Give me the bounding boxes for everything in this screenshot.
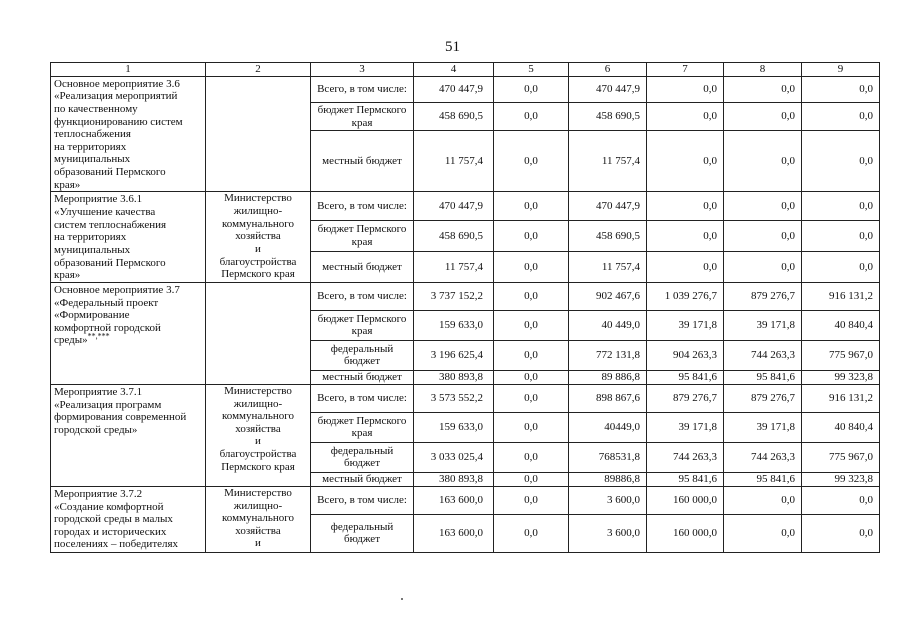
activity-name-line: «Федеральный проект [54,296,159,309]
executor-line: коммунального [222,217,294,230]
amount-cell: 458 690,5 [569,103,647,131]
funding-source-cell: местный бюджет [311,472,414,486]
funding-source-cell: федеральный бюджет [311,340,414,370]
table-row [51,282,880,310]
amount-cell: 0,0 [494,251,569,282]
amount-cell: 879 276,7 [647,384,724,412]
activity-name-line: теплоснабжения [54,128,131,141]
executor-line: и [255,537,261,550]
amount-cell: 0,0 [494,221,569,252]
activity-name-line: формирования современной [54,411,187,424]
funding-source-cell: бюджет Пермского края [311,221,414,252]
executor-line: благоустройства [219,255,297,268]
executor-line: благоустройства [219,448,297,461]
amount-cell: 3 600,0 [569,486,647,514]
amount-cell: 3 033 025,4 [414,442,494,472]
activity-name-line: на территориях [54,231,127,244]
amount-cell: 99 323,8 [802,370,880,384]
budget-table [50,62,880,553]
funding-source-cell: федеральный бюджет [311,514,414,552]
amount-cell: 0,0 [724,103,802,131]
amount-cell: 0,0 [494,76,569,102]
activity-name-cell [51,76,206,192]
executor-cell [206,192,311,282]
column-number: 2 [206,63,311,77]
funding-source-cell: Всего, в том числе: [311,282,414,310]
table-row [51,486,880,514]
column-number: 3 [311,63,414,77]
activity-name-line: Основное мероприятие 3.7 [54,283,180,296]
amount-cell: 160 000,0 [647,514,724,552]
amount-cell: 95 841,6 [647,370,724,384]
executor-line: коммунального [222,410,294,423]
amount-cell: 458 690,5 [569,221,647,252]
amount-cell: 39 171,8 [724,310,802,340]
funding-source-cell: местный бюджет [311,251,414,282]
activity-name-line: Мероприятие 3.7.1 [54,385,143,398]
activity-name-cell [51,192,206,282]
activity-name-line: края» [54,269,81,282]
executor-line: жилищно- [233,205,283,218]
amount-cell: 0,0 [494,412,569,442]
executor-line: Пермского края [221,460,295,473]
activity-name-line: образований Пермского [54,256,166,269]
amount-cell: 902 467,6 [569,282,647,310]
amount-cell: 159 633,0 [414,412,494,442]
column-number: 1 [51,63,206,77]
amount-cell: 0,0 [647,192,724,221]
amount-cell: 380 893,8 [414,472,494,486]
executor-line: хозяйства [235,230,281,243]
amount-cell: 1 039 276,7 [647,282,724,310]
amount-cell: 0,0 [802,514,880,552]
activity-name-line: городской среды» [54,423,138,436]
amount-cell: 40 840,4 [802,412,880,442]
funding-source-cell: Всего, в том числе: [311,486,414,514]
amount-cell: 898 867,6 [569,384,647,412]
amount-cell: 904 263,3 [647,340,724,370]
funding-source-cell: местный бюджет [311,370,414,384]
executor-cell [206,76,311,192]
activity-name-line: «Улучшение качества [54,206,156,219]
amount-cell: 772 131,8 [569,340,647,370]
executor-line: жилищно- [233,499,283,512]
amount-cell: 0,0 [494,310,569,340]
executor-cell [206,486,311,552]
amount-cell: 0,0 [494,384,569,412]
activity-name-line: муниципальных [54,153,131,166]
amount-cell: 0,0 [724,192,802,221]
activity-name-line: края» [54,178,81,191]
column-number: 6 [569,63,647,77]
amount-cell: 0,0 [647,103,724,131]
amount-cell: 0,0 [647,131,724,192]
amount-cell: 0,0 [802,131,880,192]
amount-cell: 3 600,0 [569,514,647,552]
activity-name-line: «Реализация мероприятий [54,90,178,103]
amount-cell: 11 757,4 [569,251,647,282]
amount-cell: 163 600,0 [414,514,494,552]
activity-name-cell [51,486,206,552]
executor-cell [206,282,311,384]
funding-source-cell: Всего, в том числе: [311,384,414,412]
amount-cell: 879 276,7 [724,384,802,412]
amount-cell: 0,0 [724,514,802,552]
funding-source-cell: бюджет Пермского края [311,310,414,340]
amount-cell: 3 573 552,2 [414,384,494,412]
amount-cell: 744 263,3 [724,442,802,472]
amount-cell: 0,0 [802,251,880,282]
executor-line: жилищно- [233,397,283,410]
executor-line: Министерство [224,384,292,397]
amount-cell: 470 447,9 [569,76,647,102]
column-number: 9 [802,63,880,77]
amount-cell: 40449,0 [569,412,647,442]
amount-cell: 3 737 152,2 [414,282,494,310]
activity-name-line: Основное мероприятие 3.6 [54,77,180,90]
amount-cell: 0,0 [647,76,724,102]
amount-cell: 458 690,5 [414,221,494,252]
column-number: 4 [414,63,494,77]
funding-source-cell: Всего, в том числе: [311,192,414,221]
column-number: 5 [494,63,569,77]
executor-line: хозяйства [235,524,281,537]
amount-cell: 0,0 [494,282,569,310]
table-row [51,192,880,221]
amount-cell: 879 276,7 [724,282,802,310]
amount-cell: 99 323,8 [802,472,880,486]
amount-cell: 160 000,0 [647,486,724,514]
activity-name-line: муниципальных [54,243,131,256]
activity-name-line: Мероприятие 3.6.1 [54,193,143,206]
amount-cell: 0,0 [647,221,724,252]
activity-name-cell [51,384,206,486]
amount-cell: 744 263,3 [724,340,802,370]
amount-cell: 916 131,2 [802,282,880,310]
amount-cell: 916 131,2 [802,384,880,412]
amount-cell: 0,0 [494,192,569,221]
amount-cell: 11 757,4 [569,131,647,192]
amount-cell: 40 840,4 [802,310,880,340]
executor-line: Пермского края [221,268,295,281]
amount-cell: 0,0 [802,192,880,221]
executor-line: Министерство [224,192,292,205]
table-row [51,384,880,412]
amount-cell: 0,0 [802,76,880,102]
amount-cell: 0,0 [494,442,569,472]
amount-cell: 0,0 [494,131,569,192]
executor-line: и [255,242,261,255]
column-number: 7 [647,63,724,77]
activity-name-line: на территориях [54,140,127,153]
amount-cell: 40 449,0 [569,310,647,340]
amount-cell: 0,0 [802,486,880,514]
activity-name-line: систем теплоснабжения [54,218,167,231]
amount-cell: 0,0 [724,76,802,102]
amount-cell: 89886,8 [569,472,647,486]
amount-cell: 0,0 [494,103,569,131]
amount-cell: 163 600,0 [414,486,494,514]
amount-cell: 39 171,8 [724,412,802,442]
table-row [51,76,880,102]
amount-cell: 0,0 [724,486,802,514]
amount-cell: 0,0 [724,221,802,252]
table-body [51,63,880,553]
scan-speck [401,598,403,600]
amount-cell: 0,0 [802,103,880,131]
column-number: 8 [724,63,802,77]
activity-name-line: среды» [54,334,88,347]
executor-line: Министерство [224,486,292,499]
amount-cell: 11 757,4 [414,131,494,192]
activity-name-line: городской среды в малых [54,513,173,526]
funding-source-cell: бюджет Пермского края [311,103,414,131]
activity-name-line: комфортной городской [54,321,161,334]
amount-cell: 775 967,0 [802,340,880,370]
amount-cell: 0,0 [494,370,569,384]
activity-name-line: «Реализация программ [54,398,162,411]
amount-cell: 458 690,5 [414,103,494,131]
amount-cell: 95 841,6 [647,472,724,486]
activity-name-line: «Формирование [54,309,130,322]
amount-cell: 89 886,8 [569,370,647,384]
executor-cell [206,384,311,486]
amount-cell: 95 841,6 [724,370,802,384]
amount-cell: 768531,8 [569,442,647,472]
amount-cell: 0,0 [724,251,802,282]
amount-cell: 39 171,8 [647,310,724,340]
amount-cell: 95 841,6 [724,472,802,486]
amount-cell: 0,0 [647,251,724,282]
amount-cell: 470 447,9 [414,76,494,102]
funding-source-cell: Всего, в том числе: [311,76,414,102]
amount-cell: 470 447,9 [569,192,647,221]
activity-name-line: городах и исторических [54,525,167,538]
header-row [51,63,880,77]
funding-source-cell: федеральный бюджет [311,442,414,472]
activity-name-line: по качественному [54,102,138,115]
activity-name-cell [51,282,206,384]
page-number: 51 [445,39,460,55]
amount-cell: 3 196 625,4 [414,340,494,370]
amount-cell: 775 967,0 [802,442,880,472]
amount-cell: 0,0 [494,340,569,370]
footnote-mark: **,*** [87,331,110,341]
activity-name-line: «Создание комфортной [54,500,164,513]
amount-cell: 39 171,8 [647,412,724,442]
amount-cell: 0,0 [494,472,569,486]
activity-name-line: поселениях – победителях [54,538,179,551]
amount-cell: 11 757,4 [414,251,494,282]
executor-line: коммунального [222,512,294,525]
amount-cell: 0,0 [494,514,569,552]
amount-cell: 0,0 [802,221,880,252]
activity-name-line: функционированию систем [54,115,183,128]
executor-line: и [255,435,261,448]
amount-cell: 380 893,8 [414,370,494,384]
funding-source-cell: местный бюджет [311,131,414,192]
amount-cell: 744 263,3 [647,442,724,472]
amount-cell: 159 633,0 [414,310,494,340]
activity-name-line: образований Пермского [54,166,166,179]
activity-name-line: Мероприятие 3.7.2 [54,487,143,500]
amount-cell: 0,0 [494,486,569,514]
amount-cell: 470 447,9 [414,192,494,221]
amount-cell: 0,0 [724,131,802,192]
funding-source-cell: бюджет Пермского края [311,412,414,442]
executor-line: хозяйства [235,422,281,435]
